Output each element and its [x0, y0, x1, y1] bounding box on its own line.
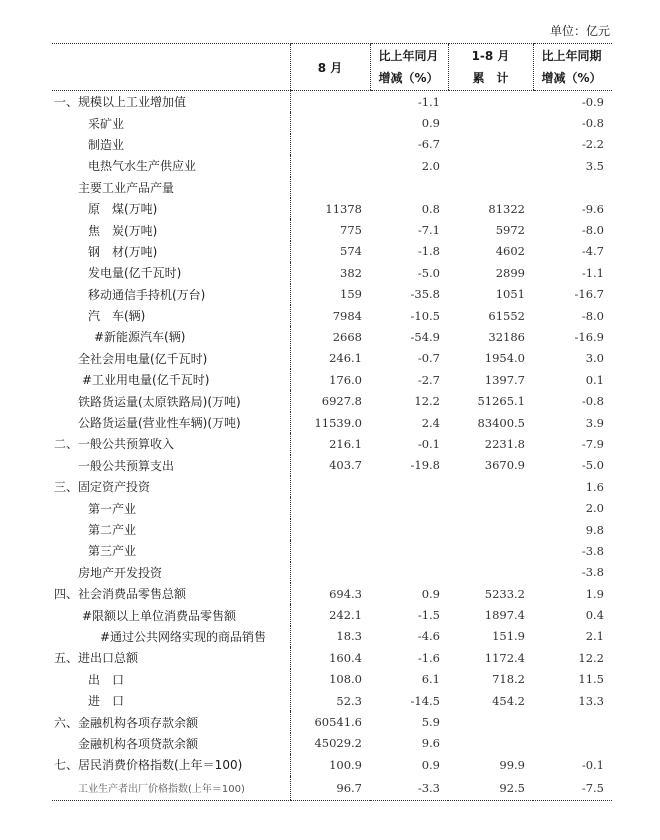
cell-period-yoy: -9.6 [581, 201, 604, 216]
cell-month-yoy: -14.5 [410, 693, 440, 708]
cell-period-yoy: -1.1 [581, 265, 604, 280]
cell-month-value [290, 540, 370, 561]
cell-month-value: 574 [290, 241, 370, 262]
cell-month-yoy: -1.8 [417, 244, 440, 259]
table-row [52, 262, 612, 283]
header-yoy-month-line1: 比上年同月 [378, 49, 439, 63]
cell-cumulative-value: 51265.1 [477, 394, 525, 409]
cell-period-yoy: -0.9 [581, 94, 604, 109]
cell-cumulative-value: 5233.2 [484, 586, 525, 601]
cell-month-value: 382 [290, 262, 370, 283]
row-label: 房地产开发投资 [78, 565, 163, 580]
cell-month-yoy: -0.7 [417, 351, 440, 366]
cell-period-yoy: 2.1 [585, 629, 604, 644]
row-label: 进 口 [88, 694, 125, 709]
cell-period-yoy: 12.2 [578, 650, 604, 665]
row-label: 采矿业 [88, 116, 125, 131]
cell-month-value: 6927.8 [290, 390, 370, 411]
cell-period-yoy: 2.0 [585, 501, 604, 516]
cell-month-yoy: -3.3 [370, 776, 448, 801]
cell-cumulative-value: 1172.4 [484, 650, 525, 665]
cell-month-value [290, 497, 370, 518]
row-label: 一、规模以上工业增加值 [54, 95, 187, 110]
row-label: 公路货运量(营业性车辆)(万吨) [78, 416, 241, 431]
cell-period-yoy: 0.4 [585, 608, 604, 623]
cell-month-yoy [370, 540, 448, 561]
cell-period-yoy: -2.2 [581, 137, 604, 152]
table-row [52, 112, 612, 133]
cell-period-yoy: -3.8 [581, 565, 604, 580]
cell-month-value: 246.1 [290, 348, 370, 369]
table-row [52, 733, 612, 754]
cell-period-yoy: -7.5 [533, 776, 612, 801]
cell-cumulative-value [448, 540, 533, 561]
cell-month-value: 96.7 [290, 776, 370, 801]
cell-cumulative-value [448, 519, 533, 540]
table-row [52, 455, 612, 476]
table-row [52, 476, 612, 497]
cell-month-yoy: 5.9 [421, 715, 440, 730]
cell-period-yoy [533, 711, 612, 732]
row-label: 原 煤(万吨) [88, 202, 158, 217]
cell-month-value [290, 562, 370, 583]
cell-month-yoy: -7.1 [417, 223, 440, 238]
cell-cumulative-value: 81322 [488, 201, 525, 216]
cell-period-yoy: -16.7 [574, 287, 604, 302]
cell-cumulative-value [448, 497, 533, 518]
cell-period-yoy: 3.0 [585, 351, 604, 366]
row-label: 一般公共预算支出 [78, 458, 175, 473]
table-row [52, 177, 612, 198]
header-yoy-period [533, 44, 612, 91]
row-label: 主要工业产品产量 [78, 180, 175, 195]
cell-month-value: 18.3 [290, 626, 370, 647]
row-label: 发电量(亿千瓦时) [88, 266, 182, 281]
cell-month-yoy: -10.5 [410, 308, 440, 323]
cell-cumulative-value: 151.9 [492, 629, 525, 644]
cell-cumulative-value: 1397.7 [484, 372, 525, 387]
cell-cumulative-value [448, 562, 533, 583]
table-row [52, 433, 612, 454]
cell-period-yoy: 1.6 [585, 479, 604, 494]
cell-month-yoy: 12.2 [414, 394, 440, 409]
cell-month-value: 403.7 [290, 455, 370, 476]
cell-month-yoy: -1.5 [417, 608, 440, 623]
table-row [52, 583, 612, 604]
table-row [52, 497, 612, 518]
cell-period-yoy: -5.0 [581, 458, 604, 473]
statistics-table [52, 43, 612, 801]
cell-month-yoy: -6.7 [417, 137, 440, 152]
table-row [52, 776, 612, 801]
cell-month-yoy: -0.1 [417, 436, 440, 451]
cell-month-yoy: -19.8 [410, 458, 440, 473]
cell-month-value: 160.4 [290, 647, 370, 668]
cell-cumulative-value [448, 155, 533, 176]
cell-cumulative-value: 4602 [495, 244, 525, 259]
cell-cumulative-value [448, 733, 533, 754]
row-label: #工业用电量(亿千瓦时) [82, 373, 210, 388]
table-row [52, 326, 612, 347]
table-row [52, 390, 612, 411]
cell-month-yoy: 6.1 [421, 672, 440, 687]
header-cumulative [448, 44, 533, 91]
cell-cumulative-value [448, 134, 533, 155]
cell-period-yoy [533, 733, 612, 754]
table-row [52, 412, 612, 433]
cell-cumulative-value: 83400.5 [477, 415, 525, 430]
header-month: 8 月 [290, 44, 370, 91]
cell-month-value: 100.9 [290, 754, 370, 775]
cell-month-value [290, 134, 370, 155]
cell-period-yoy: -7.9 [581, 436, 604, 451]
table-row [52, 647, 612, 668]
cell-month-value [290, 519, 370, 540]
cell-period-yoy: 3.9 [585, 415, 604, 430]
cell-month-yoy [370, 562, 448, 583]
cell-cumulative-value: 718.2 [492, 672, 525, 687]
row-label: 汽 车(辆) [88, 309, 146, 324]
cell-cumulative-value: 3670.9 [484, 458, 525, 473]
cell-month-value: 159 [290, 284, 370, 305]
cell-month-yoy: -1.6 [417, 650, 440, 665]
row-label: 七、居民消费价格指数(上年＝100) [54, 758, 243, 773]
header-yoy-month-line2: 增减（%） [378, 71, 439, 85]
row-label: 焦 炭(万吨) [88, 223, 158, 238]
row-label: 第二产业 [88, 523, 137, 537]
row-label: #限额以上单位消费品零售额 [82, 608, 237, 623]
table-row [52, 562, 612, 583]
header-cumulative-line2: 累 计 [472, 71, 509, 85]
cell-period-yoy: 13.3 [578, 693, 604, 708]
cell-period-yoy: -16.9 [574, 329, 604, 344]
cell-cumulative-value: 32186 [488, 329, 525, 344]
cell-period-yoy: 1.9 [585, 586, 604, 601]
row-label: 五、进出口总额 [54, 651, 139, 666]
cell-month-value: 216.1 [290, 433, 370, 454]
cell-month-value [290, 177, 370, 198]
cell-cumulative-value: 1897.4 [484, 608, 525, 623]
cell-month-yoy: -54.9 [410, 329, 440, 344]
row-label: 四、社会消费品零售总额 [54, 587, 187, 602]
cell-period-yoy: -0.1 [581, 757, 604, 772]
cell-month-yoy: -2.7 [417, 372, 440, 387]
cell-month-yoy: 0.8 [421, 201, 440, 216]
table-row [52, 604, 612, 625]
cell-cumulative-value: 61552 [488, 308, 525, 323]
cell-cumulative-value [448, 91, 533, 113]
cell-period-yoy: 11.5 [578, 672, 604, 687]
cell-month-yoy: 0.9 [421, 586, 440, 601]
cell-month-yoy: -4.6 [417, 629, 440, 644]
cell-month-value: 52.3 [290, 690, 370, 711]
row-label: 电热气水生产供应业 [88, 159, 197, 174]
row-label: 铁路货运量(太原铁路局)(万吨) [78, 394, 241, 409]
cell-period-yoy: -0.8 [581, 394, 604, 409]
table-body [52, 91, 612, 801]
cell-month-yoy [370, 519, 448, 540]
cell-cumulative-value [448, 476, 533, 497]
cell-month-value: 242.1 [290, 604, 370, 625]
row-label: 钢 材(万吨) [88, 244, 158, 259]
table-row [52, 669, 612, 690]
cell-month-yoy [370, 476, 448, 497]
row-label: 二、一般公共预算收入 [54, 437, 175, 452]
cell-cumulative-value: 2231.8 [484, 436, 525, 451]
cell-period-yoy: 0.1 [585, 372, 604, 387]
cell-month-value [290, 155, 370, 176]
header-label-column [52, 44, 290, 91]
table-row [52, 540, 612, 561]
row-label: 第三产业 [88, 544, 137, 559]
table-row [52, 219, 612, 240]
cell-period-yoy: 9.8 [585, 522, 604, 537]
header-yoy-period-line1: 比上年同期 [541, 49, 602, 63]
row-label: 移动通信手持机(万台) [88, 287, 206, 302]
table-row [52, 155, 612, 176]
header-yoy-month [370, 44, 448, 91]
table-row [52, 519, 612, 540]
cell-month-value [290, 112, 370, 133]
cell-month-value [290, 91, 370, 113]
row-label: 第一产业 [88, 501, 137, 516]
row-label: 三、固定资产投资 [54, 480, 151, 495]
cell-month-yoy: -35.8 [410, 287, 440, 302]
table-header-row [52, 44, 612, 91]
cell-month-value: 7984 [290, 305, 370, 326]
row-label: #新能源汽车(辆) [94, 330, 186, 345]
row-label: 六、金融机构各项存款余额 [54, 715, 199, 730]
cell-month-value: 108.0 [290, 669, 370, 690]
unit-label: 单位：亿元 [549, 24, 610, 38]
cell-cumulative-value [448, 177, 533, 198]
cell-cumulative-value: 1954.0 [484, 351, 525, 366]
cell-period-yoy: -3.8 [581, 543, 604, 558]
cell-month-yoy: -1.1 [417, 94, 440, 109]
cell-month-value: 775 [290, 219, 370, 240]
cell-month-value: 2668 [290, 326, 370, 347]
cell-month-yoy: 9.6 [421, 736, 440, 751]
cell-cumulative-value: 92.5 [448, 776, 533, 801]
cell-period-yoy: 3.5 [585, 158, 604, 173]
table-row [52, 754, 612, 775]
table-row [52, 711, 612, 732]
table-row [52, 369, 612, 390]
table-row [52, 134, 612, 155]
cell-month-yoy: 0.9 [421, 757, 440, 772]
cell-period-yoy: -4.7 [581, 244, 604, 259]
cell-month-value: 11539.0 [290, 412, 370, 433]
cell-month-yoy [370, 177, 448, 198]
cell-period-yoy [533, 177, 612, 198]
cell-month-value [290, 476, 370, 497]
row-label: 全社会用电量(亿千瓦时) [78, 351, 208, 366]
cell-cumulative-value: 454.2 [492, 693, 525, 708]
row-label: 工业生产者出厂价格指数(上年＝100) [52, 776, 290, 801]
table-row [52, 241, 612, 262]
cell-cumulative-value: 1051 [495, 287, 525, 302]
cell-month-yoy: -5.0 [417, 265, 440, 280]
cell-cumulative-value: 2899 [495, 265, 525, 280]
cell-period-yoy: -8.0 [581, 223, 604, 238]
table-row [52, 690, 612, 711]
row-label: 制造业 [88, 137, 125, 152]
table-row [52, 305, 612, 326]
cell-cumulative-value [448, 711, 533, 732]
cell-month-value: 176.0 [290, 369, 370, 390]
cell-month-value: 60541.6 [290, 711, 370, 732]
cell-period-yoy: -0.8 [581, 116, 604, 131]
cell-cumulative-value [448, 112, 533, 133]
cell-cumulative-value: 5972 [495, 223, 525, 238]
row-label: 出 口 [88, 672, 125, 687]
table-row [52, 198, 612, 219]
table-row [52, 626, 612, 647]
table-row [52, 91, 612, 113]
cell-month-value: 45029.2 [290, 733, 370, 754]
header-yoy-period-line2: 增减（%） [541, 71, 602, 85]
cell-cumulative-value: 99.9 [499, 757, 525, 772]
cell-period-yoy: -8.0 [581, 308, 604, 323]
cell-month-yoy: 2.4 [421, 415, 440, 430]
cell-month-value: 11378 [290, 198, 370, 219]
cell-month-yoy: 0.9 [421, 116, 440, 131]
table-row [52, 348, 612, 369]
table-row [52, 284, 612, 305]
cell-month-yoy: 2.0 [421, 158, 440, 173]
row-label: #通过公共网络实现的商品销售 [100, 629, 267, 644]
row-label: 金融机构各项贷款余额 [78, 736, 199, 751]
header-cumulative-line1: 1-8 月 [471, 49, 510, 63]
cell-month-value: 694.3 [290, 583, 370, 604]
cell-month-yoy [370, 497, 448, 518]
